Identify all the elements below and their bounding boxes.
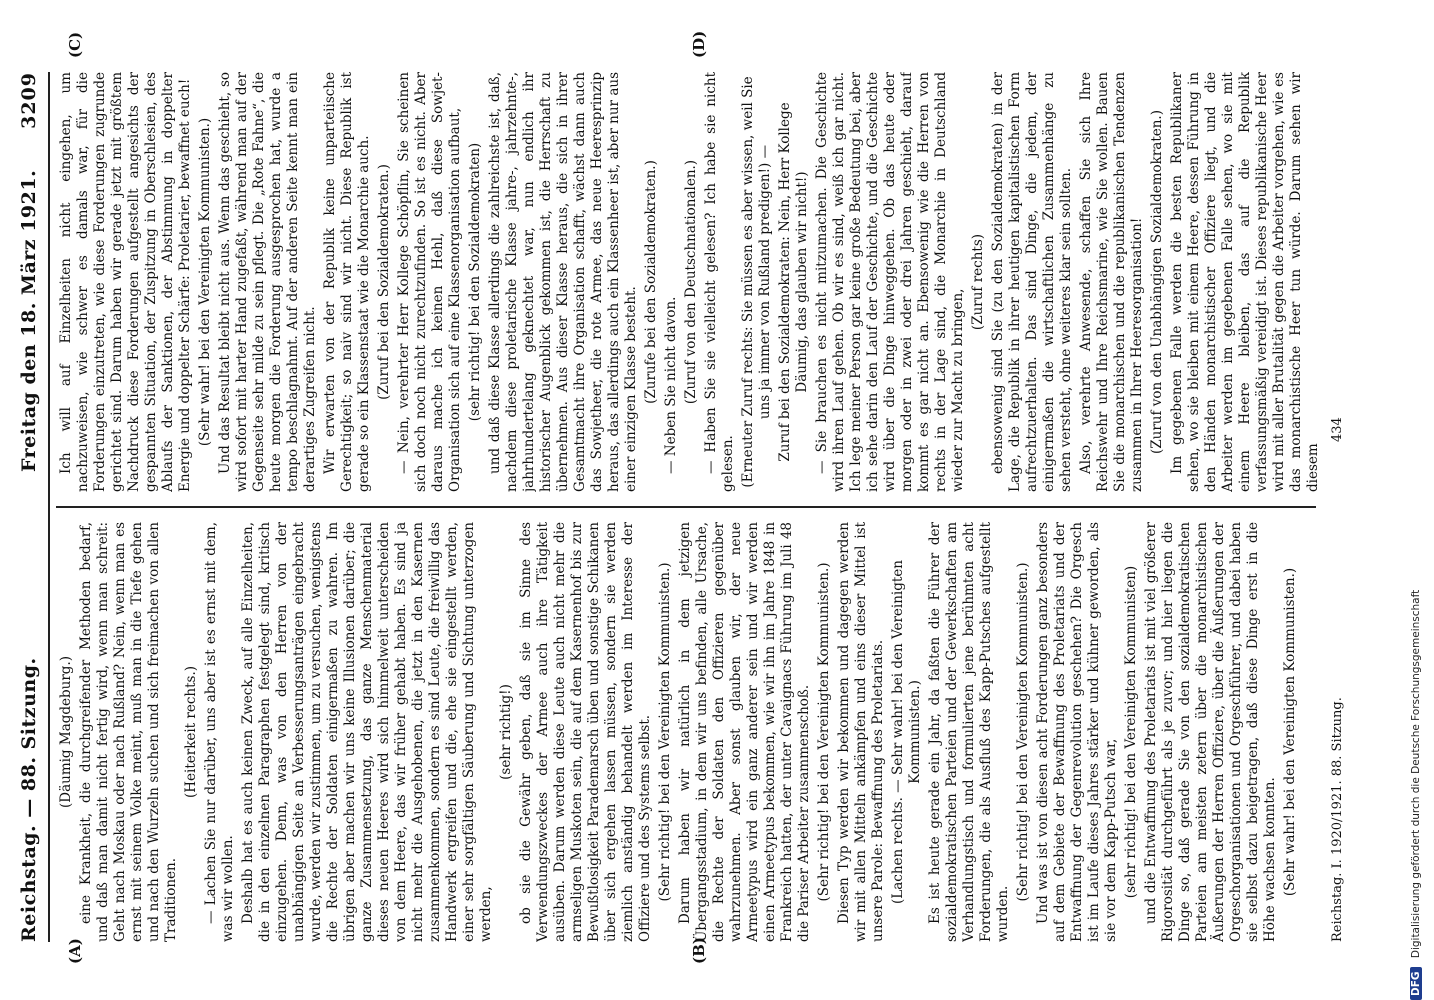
interjection: (Zurufe bei den Sozialdemokraten.) — [643, 160, 659, 404]
margin-mark-a: (A) — [66, 938, 84, 964]
paragraph: ebensowenig sind Sie (zu den Sozialdemokraten) in der Lage, die Republik in ihrer heutigen kapitalistischen Form aufrechtzuerhalten. Das sind Dinge, die jedem, der einigermaßen die wirtschaftlichen Zusammenhänge zu sehen versteht, ohne weiteres klar sein sollten. — [990, 72, 1074, 492]
paragraph: Also, verehrte Anwesende, schaffen Sie sich Ihre Reichswehr und Ihre Reichsmarine, wie Sie wollen. Bauen Sie die monarchischen und die republikanischen Tendenzen zusammen in Ihrer Heeresorganisation! — [1078, 72, 1145, 492]
margin-mark-b: (B) — [690, 937, 708, 964]
interjection: (Erneuter Zuruf rechts: Sie müssen es aber wissen, weil Sie uns ja immer von Rußland predigen!) — — [740, 76, 773, 488]
paragraph: eine Krankheit, die durchgreifender Methoden bedarf, und daß man damit nicht fertig wird, wenn man schreit: Geht nach Moskau oder nach Rußland? Nein, wenn man es ernst mit seinem Volke meint, muß man in die Tiefe gehen und nach den Wurzeln suchen und sich freimachen von allen Traditionen. — [78, 522, 179, 942]
paragraph: Wir erwarten von der Republik keine unparteiische Gerechtigkeit; so naiv sind wir nicht. Diese Republik ist gerade so ein Klassenstaat wie die Monarchie auch. — [322, 72, 372, 492]
paragraph: Ich will auf Einzelheiten nicht eingehen, um nachzuweisen, wie schwer es damals war, für die Forderungen einzutreten, wie diese Forderungen zugrunde gerichtet sind. Darum haben wir gerade jetzt mit größtem Nachdruck diese Forderungen aufgestellt angesichts der gespannten Situation, der Zuspitzung in Oberschlesien, des Ablaufs der Sanktionen, der Abstimmung in doppelter Energie und doppelter Schärfe: Proletarier, bewaffnet euch! — [58, 72, 193, 492]
paragraph: Und das Resultat bleibt nicht aus. Wenn das geschieht, so wird sofort mit harter Hand zugefaßt, während man auf der Gegenseite sehr milde zu sein pflegt. Die „Rote Fahne“, die heute morgen die Forderung ausgesprochen hat, wurde a tempo beschlagnahmt. Auf der anderen Seite kennt man ein derartiges Zugreifen nicht. — [217, 72, 318, 492]
interjection: (Heiterkeit rechts.) — [183, 665, 199, 799]
header-left-title: Reichstag. — 88. Sitzung. — [18, 657, 40, 942]
interjection: (sehr richtig! bei den Sozialdemokraten) — [467, 142, 483, 422]
interjection: (Sehr wahr! bei den Vereinigten Kommunisten.) — [1282, 567, 1298, 897]
paragraph: Diesen Typ werden wir bekommen und dagegen werden wir mit allen Mitteln ankämpfen und eins dieser Mittel ist unsere Parole: Bewaffnung des Proletariats. — [836, 522, 886, 942]
paragraph: Und was ist von diesen acht Forderungen ganz besonders auf dem Gebiete der Bewaffnung des Proletariats und der Entwaffnung der Gegenrevolution geschehen? Die Orgesch ist im Laufe dieses Jahres stärker und kühner geworden, als sie vor dem Kapp-Putsch war, — [1035, 522, 1119, 942]
interjection: Zuruf bei den Sozialdemokraten: Nein, Herr Kollege Däumig, das glauben wir nicht!) — [777, 102, 810, 462]
interjection: (sehr richtig!) — [498, 684, 514, 780]
interjection: (Sehr wahr! bei den Vereinigten Kommunisten.) — [197, 117, 213, 447]
paragraph: Darum haben wir natürlich in dem jetzigen Übergangsstadium, in dem wir uns befinden, alle Ursache, die Rechte der Soldaten den Offizieren gegenüber wahrzunehmen. Aber sonst glauben wir, der neue Armeetypus wird ein ganz anderer sein und wir werden einen Armeetypus bekommen, wie wir ihn im Jahre 1848 in Frankreich hatten, der unter Cavaignacs Führung im Juli 48 die Pariser Arbeiter zusammenschoß. — [677, 522, 812, 942]
paragraph: ob sie die Gewähr geben, daß sie im Sinne des Verwendungszweckes der Armee auch ihre Tätigkeit ausüben. Darum werden diese Leute auch nicht mehr die armseligen Muskoten sein, die auf dem Kasernenhof bis zur Bewußtlosigkeit Parademarsch üben und sonstige Schikanen über sich ergehen lassen müssen, sondern sie werden ziemlich anständig behandelt werden im Interesse der Offiziere und des Systems selbst. — [518, 522, 653, 942]
paragraph: — Lachen Sie nur darüber, uns aber ist es ernst mit dem, was wir wollen. — [203, 522, 236, 942]
interjection: (Zuruf bei den Sozialdemokraten.) — [376, 164, 392, 400]
digitization-notice — [1410, 0, 1430, 1000]
interjection: (Lachen rechts. — Sehr wahr! bei den Vereinigten Kommunisten.) — [890, 560, 923, 904]
paragraph: — Sie brauchen es nicht mitzumachen. Die Geschichte wird ihren Lauf gehen. Ob wir es sind, weiß ich gar nicht. Ich lege meiner Person gar keine große Bedeutung bei, aber ich sehe darin den Lauf der Geschichte, und die Geschichte wird über die Dinge hinweggehen. Ob das heute oder morgen oder in zwei oder drei Jahren geschieht, darauf kommt es gar nicht an. Ebensowenig wie die Herren von rechts in der Lage sind, die Monarchie in Deutschland wieder zur Macht zu bringen, — [814, 72, 966, 492]
margin-mark-d: (D) — [690, 30, 708, 58]
paragraph: Deshalb hat es auch keinen Zweck, auf alle Einzelheiten, die in den einzelnen Paragraphen festgelegt sind, kritisch einzugehen. Denn, was von den Herren von der unabhängigen Seite an Verbesserungsanträgen eingebracht wurde, werden wir zustimmen, um zu versuchen, wenigstens die Rechte der Soldaten einigermaßen zu wahren. Im übrigen aber machen wir uns keine Illusionen darüber; die ganze Zusammensetzung, das ganze Menschenmaterial dieses neuen Heeres wird sich himmelweit unterscheiden von dem Heere, das wir früher gehabt haben. Es sind ja nicht mehr die Ausgehobenen, die jetzt in den Kasernen zusammenkommen, sondern es sind Leute, die freiwillig das Handwerk ergreifen und die, ehe sie eingestellt werden, einer sehr sorgfältigen Säuberung und Sichtung unterzogen werden, — [240, 522, 494, 942]
left-column — [58, 522, 1358, 942]
page-footer — [1330, 72, 1354, 942]
paragraph: — Neben Sie nicht davon. — [663, 296, 679, 474]
interjection: (sehr richtig! bei den Vereinigten Kommunisten) — [1123, 565, 1139, 899]
dfg-logo-icon: DFG — [1410, 967, 1422, 1000]
paragraph: Im gegebenen Falle werden die besten Republikaner sehen, wo sie bleiben mit einem Heere, dessen Führung in den Händen monarchistischer Offiziere liegt, und die Arbeiter werden im gegebenen Falle sehen, wo sie mit einem Heere bleiben, das auf die Republik verfassungsmäßig vereidigt ist. Dieses republikanische Heer wird mit aller Brutalität gegen die Arbeiter vorgehen, wie es das monarchistische Heer tun würde. Darum sehen wir diesem — [1169, 72, 1321, 492]
interjection: (Zuruf von den Deutschnationalen.) — [683, 159, 699, 405]
header-page-number: 3209 — [18, 72, 40, 129]
page-header — [14, 72, 50, 942]
paragraph: und daß diese Klasse allerdings die zahlreichste ist, daß, nachdem diese proletarische Klasse jahre-, jahrzehnte-, jahrhundertelang geknechtet war, nun endlich ihr historischer Augenblick gekommen ist, die Herrschaft zu übernehmen. Aus dieser Klasse heraus, die sich in ihrer Gesamtmacht ihre Organisation schafft, wächst dann auch das Sowjetheer, die rote Armee, das neue Heeresprinzip heraus, das allerdings auch ein Klassenheer ist, aber nur aus einer einzigen Klasse besteht. — [487, 72, 639, 492]
paragraph: — Haben Sie sie vielleicht gelesen? Ich habe sie nicht gelesen. — [703, 72, 736, 492]
interjection: (Sehr richtig! bei den Vereinigten Kommunisten.) — [657, 562, 673, 902]
digitization-text: Digitalisierung gefördert durch die Deutsche Forschungsgemeinschaft — [1410, 589, 1422, 959]
interjection: (Sehr richtig! bei den Vereinigten Kommunisten.) — [1015, 562, 1031, 902]
interjection: (Sehr richtig! bei den Vereinigten Kommunisten.) — [816, 562, 832, 902]
interjection: (Zuruf rechts) — [970, 233, 986, 331]
paragraph: Es ist heute gerade ein Jahr, da faßten die Führer der sozialdemokratischen Parteien und der Gewerkschaften am Verhandlungstisch und formulierten jene berühmten acht Forderungen, die als Ausfluß des Kapp-Putsches aufgestellt wurden. — [927, 522, 1011, 942]
footer-page-number: 434 — [1330, 417, 1345, 442]
right-column — [58, 72, 1358, 492]
interjection: (Zuruf von den Unabhängigen Sozialdemokraten.) — [1149, 110, 1165, 454]
header-right-title: Freitag den 18. März 1921. — [18, 169, 40, 472]
footer-source: Reichstag. I. 1920/1921. 88. Sitzung. — [1330, 697, 1345, 942]
paragraph: — Nein, verehrter Herr Kollege Schöpflin, Sie scheinen sich doch noch nicht zurechtzufinden. So ist es nicht. Aber daraus mache ich keinen Hehl, daß diese Sowjet-Organisation sich auf eine Klassenorganisation aufbaut, — [396, 72, 463, 492]
margin-mark-c: (C) — [66, 31, 84, 58]
speaker-line: (Däumig Magdeburg.) — [58, 655, 74, 809]
paragraph: und die Entwaffnung des Proletariats ist mit viel größerer Rigorosität durchgeführt als je zuvor; und hier liegen die Dinge so, daß gerade Sie von den sozialdemokratischen Parteien am meisten zetern über die monarchistischen Äußerungen der Herren Offiziere, über die Äußerungen der Orgeschorganisationen und Orgeschführer, und dabei haben sie selbst dazu beigetragen, daß diese Dinge erst in die Höhe wachsen konnten. — [1143, 522, 1278, 942]
column-divider — [56, 506, 1316, 508]
